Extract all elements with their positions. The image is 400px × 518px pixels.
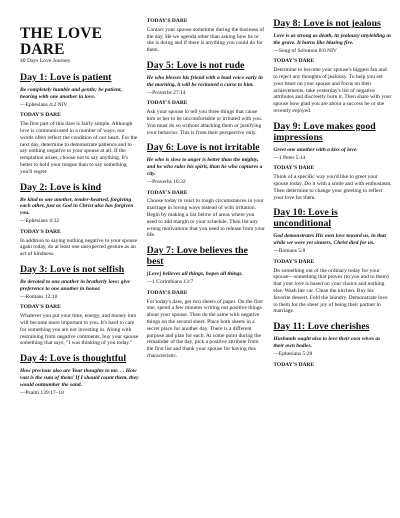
day-verse: Husbands ought also to love their own wives as their own bodies. [273,336,381,349]
day-verse: Love is as strong as death, its jealousy unyielding as the grave. It burns like blazing fire. [273,33,392,46]
day-heading: Day 2: Love is kind [20,181,102,193]
day-verse: He who blesses his friend with a loud voice early in the morning, it will be reckoned a curse to him. [146,74,263,88]
dare-text: The first part of this dare is fairly simple. Although love is communicated in a number of ways, our words often reflect the condition of our heart. For the next day, determine to demonstrate patience and to say nothing negative to your spouse at all. If the temptation arises, choose not to say anything. It's better to hold your tongue than to say something you'll regret [20,121,138,175]
day-section [273,207,392,315]
verse-reference: —Ephesians 4:32 [20,217,59,224]
dare-text: Ask your spouse to tell you three things that cause him or her to be uncomfortable or irritated with you. You must do so without attacking them or justifying your behavior. This is from their perspective only. [146,109,263,136]
day-section [273,121,392,202]
day-section [20,264,139,347]
day-heading: Day 6: Love is not irritable [146,142,260,154]
verse-reference: —Psalm 139:17–18 [20,389,64,396]
dare-text: Determine to become your spouse's biggest fan and to reject any thoughts of jealousy. To help you set your heart on your spouse and focus on their achievements, take yesterday's list of negative attributes and discreetly burn it. Then share with your spouse how glad you are about a success he or she recently enjoyed. [273,67,392,114]
dare-text: Choose today to react to tough circumstances in your marriage in loving ways instead of with irritation. Begin by making a list below of areas where you need to add margin to your schedule. Then list any wrong motivations that you need to release from your life. [146,198,265,239]
day-heading: Day 7: Love believes the best [146,245,248,268]
document-title: THE LOVE DARE [20,25,103,58]
day-heading: Day 1: Love is patient [20,72,112,83]
day-section [273,18,392,115]
verse-reference: —Proverbs 16:32 [146,178,186,185]
verse-reference: —Ephesians 5:28 [273,350,313,357]
day-heading: Day 3: Love is not selfish [20,263,125,275]
day-verse: Be kind to one another, tender-hearted, forgiving each other, just as God in Christ also has forgiven you. [20,196,134,217]
dare-label: TODAY'S DARE [273,361,315,368]
document-subtitle: 40 Days Love Journey [20,58,71,64]
day-heading: Day 4: Love is thoughtful [20,353,127,365]
dare-label: TODAY'S DARE [146,189,188,196]
verse-reference: —Proverbs 27:14 [146,89,186,96]
dare-text: Whatever you put your time, energy, and money into will become more important to you. It's hard to care for something you are not investing in. Along with restraining from negative comments, buy your spouse something that says, "I was thinking of you today." [20,313,139,347]
day-verse: He who is slow to anger is better than the mighty, and he who rules his spirit, than he who captures a city. [146,157,263,177]
day-verse: How precious also are Your thoughts to me. . . How vast is the sum of them! If I should count them, they would outnumber the sand. [20,368,139,388]
day-section [147,142,266,239]
verse-reference: —Romans 12:10 [20,293,58,300]
dare-label: TODAY'S DARE [20,228,61,235]
dare-text: Contact your spouse sometime during the business of the day. He we agenda other than asking how he or she is doing and if there is anything you could do for them. [146,26,265,54]
verse-reference: —Romans 5:8 [273,247,306,254]
day-verse: God demonstrates His own love toward us, in that while we were yet sinners, Christ died for us. [273,233,386,247]
day-section [20,182,139,258]
day-heading: Day 10: Love is unconditional [273,207,338,230]
day-section [147,60,266,136]
day-heading: Day 8: Love is not jealous [273,18,381,29]
column-3 [273,18,392,512]
dare-text: In addition to saying nothing negative to your spouse again today, do at least one unexpected gesture as an act of kindness. [20,237,138,258]
day-verse: Be devoted to one another in brotherly love; give preference to one another in honor. [20,278,130,292]
dare-label: TODAY'S DARE [273,165,315,172]
verse-reference: —1 Peter 5:14 [273,154,306,161]
dare-label: TODAY'S DARE [273,58,315,65]
verse-reference: —Ephesians 4:2 NIV [20,101,68,108]
day-verse: Be completely humble and gentle; be patient, bearing with one another in love. [20,87,122,100]
continued-section [147,18,266,54]
dare-text: Do something out of the ordinary today for your spouse—something that proves (to you and to them) that your love is based on your choice and nothing else. Wash her car. Clean the kitchen. Buy his favorite dessert. Fold the laundry. Demonstrate love to them for the sheer joy of being their partner in marriage. [273,267,389,315]
dare-label: TODAY'S DARE [146,18,188,24]
verse-reference: —Song of Solomon 8:6 NIV [273,47,337,54]
day-verse: Greet one another with a kiss of love. [273,146,358,153]
day-section [20,72,139,176]
day-heading: Day 5: Love is not rude [146,59,245,71]
dare-label: TODAY'S DARE [146,100,188,107]
day-verse: [Love] believes all things, hopes all things. [146,271,243,278]
dare-text: Think of a specific way you'd like to greet your spouse today. Do it with a smile and with enthusiasm. Then determine to change your greeting to reflect your love for them. [273,174,392,201]
day-section [273,321,392,368]
dare-label: TODAY'S DARE [273,258,315,265]
day-heading: Day 9: Love makes good impressions [273,120,376,143]
day-section [20,353,139,396]
dare-text: For today's dare, get two sheets of paper. On the first one, spend a few minutes writing out positive things about your spouse. Then do the same with negative things on the second sheet. Place both sheets in a secret place for another day. There is a different purpose and plan for each. At some point during the remainder of the day, pick a positive attribute from the first list and thank your spouse for having this characteristic. [146,298,263,359]
verse-reference: —1 Corinthians 13:7 [146,278,194,285]
day-section [147,245,266,360]
day-heading: Day 11: Love cherishes [273,321,370,333]
dare-label: TODAY'S DARE [20,112,61,119]
dare-label: TODAY'S DARE [20,304,61,311]
dare-label: TODAY'S DARE [146,289,188,296]
column-2 [147,18,266,512]
column-1 [20,18,139,512]
